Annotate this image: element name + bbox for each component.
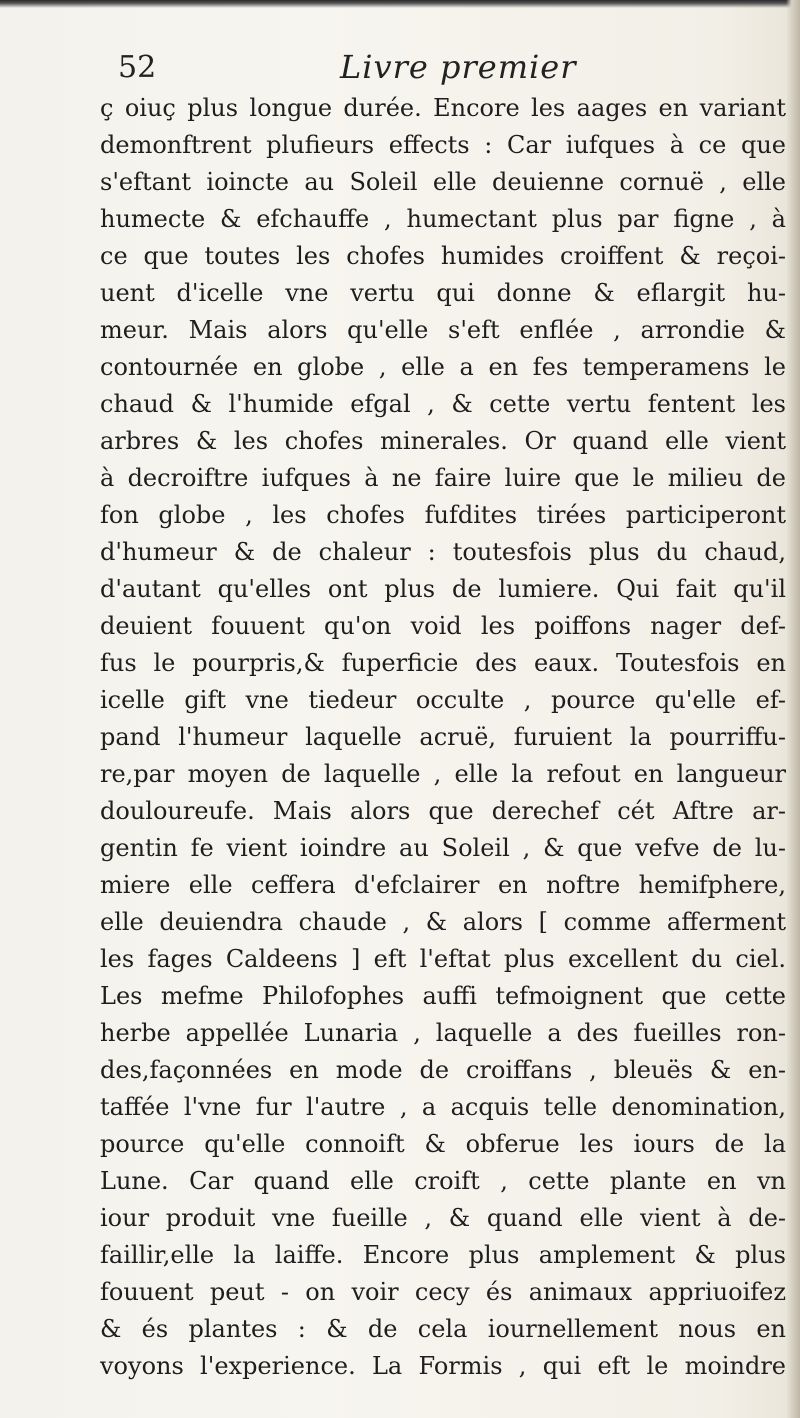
running-title: Livre premier	[340, 48, 577, 86]
text-line: fus le pourpris,& fuperficie des eaux. Toutesfois en	[100, 649, 786, 677]
text-line: herbe appellée Lunaria , laquelle a des fueilles ron-	[100, 1019, 786, 1047]
text-line: re,par moyen de laquelle , elle la refout en langueur	[100, 760, 786, 788]
body-text	[100, 90, 786, 1385]
text-line: des,façonnées en mode de croiffans , bleuës & en-	[100, 1056, 786, 1084]
text-line: arbres & les chofes minerales. Or quand elle vient	[100, 427, 786, 455]
text-line: miere elle ceffera d'efclairer en noftre hemifphere,	[100, 871, 786, 899]
text-line: chaud & l'humide efgal , & cette vertu fentent les	[100, 390, 786, 418]
text-line: à decroiftre iufques à ne faire luire que le milieu de	[100, 464, 786, 492]
text-line: Les mefme Philofophes auffi tefmoignent que cette	[100, 982, 786, 1010]
text-line: elle deuiendra chaude , & alors [ comme afferment	[100, 908, 786, 936]
text-line: fouuent peut - on voir cecy és animaux appriuoifez	[100, 1278, 786, 1306]
text-line: iour produit vne fueille , & quand elle vient à de-	[100, 1204, 786, 1232]
text-line: deuient fouuent qu'on void les poiffons nager def-	[100, 612, 786, 640]
text-line: d'humeur & de chaleur : toutesfois plus du chaud,	[100, 538, 786, 566]
page-right-gutter	[786, 0, 800, 1418]
text-line: douloureufe. Mais alors que derechef cét Aftre ar-	[100, 797, 786, 825]
text-line: pource qu'elle connoift & obferue les iours de la	[100, 1130, 786, 1158]
text-line: taffée l'vne fur l'autre , a acquis telle denomination,	[100, 1093, 786, 1121]
page-top-shadow	[0, 0, 800, 8]
text-line: demonftrent plufieurs effects : Car iufques à ce que	[100, 131, 786, 159]
page-number: 52	[118, 50, 157, 85]
text-line: ç oiuç plus longue durée. Encore les aages en variant	[100, 94, 786, 122]
text-line: gentin fe vient ioindre au Soleil , & que vefve de lu-	[100, 834, 786, 862]
text-line: s'eftant ioincte au Soleil elle deuienne cornuë , elle	[100, 168, 786, 196]
text-line: faillir,elle la laiffe. Encore plus amplement & plus	[100, 1241, 786, 1269]
text-line: humecte & efchauffe , humectant plus par figne , à	[100, 205, 786, 233]
text-line: fon globe , les chofes fufdites tirées participeront	[100, 501, 786, 529]
text-line: d'autant qu'elles ont plus de lumiere. Qui fait qu'il	[100, 575, 786, 603]
text-line: ce que toutes les chofes humides croiffent & reçoi-	[100, 242, 786, 270]
text-line: voyons l'experience. La Formis , qui eft le moindre	[100, 1352, 786, 1380]
text-line: & és plantes : & de cela iournellement nous en	[100, 1315, 786, 1343]
text-line: meur. Mais alors qu'elle s'eft enflée , arrondie &	[100, 316, 786, 344]
text-line: les fages Caldeens ] eft l'eftat plus excellent du ciel.	[100, 945, 786, 973]
text-line: contournée en globe , elle a en fes temperamens le	[100, 353, 786, 381]
text-line: pand l'humeur laquelle acruë, furuient la pourriffu-	[100, 723, 786, 751]
text-line: icelle gift vne tiedeur occulte , pource qu'elle ef-	[100, 686, 786, 714]
text-line: uent d'icelle vne vertu qui donne & eflargit hu-	[100, 279, 786, 307]
text-line: Lune. Car quand elle croift , cette plante en vn	[100, 1167, 786, 1195]
